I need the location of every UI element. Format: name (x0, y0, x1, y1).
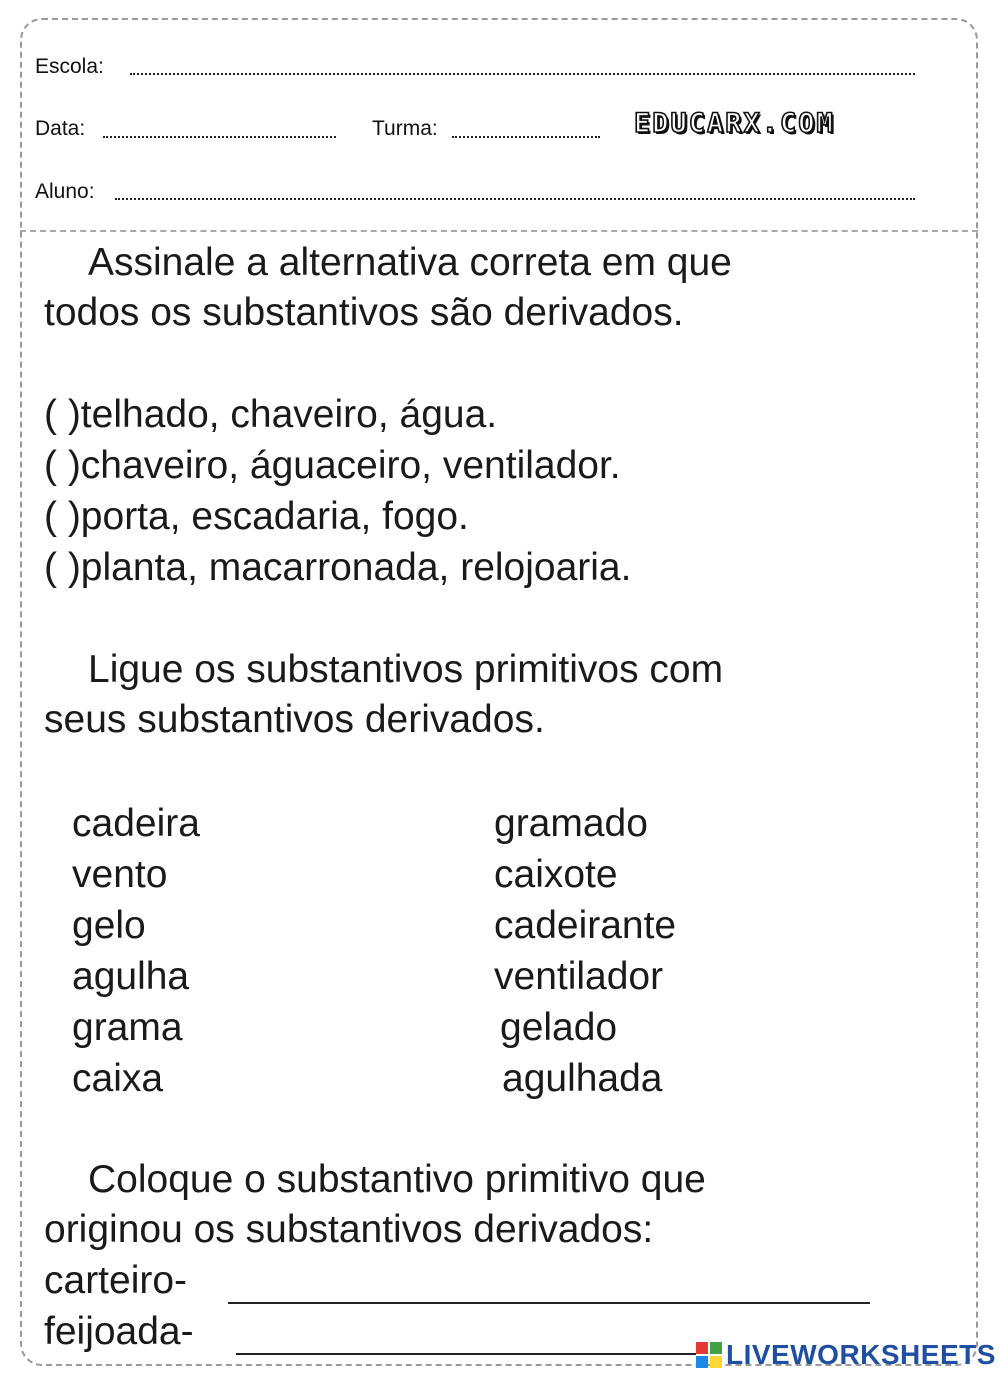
aluno-field[interactable] (115, 198, 915, 200)
primitive-word[interactable]: gelo (72, 904, 146, 947)
option-2[interactable]: ( )chaveiro, águaceiro, ventilador. (44, 444, 621, 487)
question1-line2: todos os substantivos são derivados. (44, 291, 684, 334)
aluno-label: Aluno: (35, 180, 95, 203)
option-1[interactable]: ( )telhado, chaveiro, água. (44, 393, 498, 436)
primitive-word[interactable]: vento (72, 853, 168, 896)
liveworksheets-logo-icon (696, 1342, 722, 1368)
escola-label: Escola: (35, 55, 104, 78)
data-label: Data: (35, 117, 86, 140)
derived-word[interactable]: gelado (500, 1006, 618, 1049)
carteiro-label: carteiro- (44, 1259, 188, 1302)
data-field[interactable] (103, 136, 336, 138)
derived-word[interactable]: agulhada (502, 1057, 663, 1100)
question3-line1: Coloque o substantivo primitivo que (88, 1158, 706, 1201)
question1-line1: Assinale a alternativa correta em que (88, 241, 732, 284)
liveworksheets-text: LIVEWORKSHEETS (726, 1339, 996, 1370)
primitive-word[interactable]: caixa (72, 1057, 164, 1100)
option-4[interactable]: ( )planta, macarronada, relojoaria. (44, 546, 632, 589)
carteiro-answer-line[interactable] (228, 1302, 870, 1304)
option-3[interactable]: ( )porta, escadaria, fogo. (44, 495, 469, 538)
derived-list (494, 798, 676, 1104)
feijoada-label: feijoada- (44, 1310, 194, 1353)
question3-line2: originou os substantivos derivados: (44, 1208, 654, 1251)
primitive-word[interactable]: cadeira (72, 802, 200, 845)
header-divider (20, 230, 978, 232)
escola-field[interactable] (130, 73, 915, 75)
primitive-list (72, 798, 200, 1104)
educarx-logo: EDUCARX.COM (634, 108, 835, 139)
derived-word[interactable]: gramado (494, 802, 648, 845)
derived-word[interactable]: cadeirante (494, 904, 677, 947)
liveworksheets-watermark (696, 1340, 996, 1370)
question2-line1: Ligue os substantivos primitivos com (88, 648, 724, 691)
question2-line2: seus substantivos derivados. (44, 698, 545, 741)
derived-word[interactable]: ventilador (494, 955, 664, 998)
feijoada-answer-line[interactable] (236, 1353, 696, 1355)
primitive-word[interactable]: grama (72, 1006, 183, 1049)
turma-field[interactable] (452, 136, 600, 138)
question1-options (44, 389, 631, 593)
primitive-word[interactable]: agulha (72, 955, 190, 998)
derived-word[interactable]: caixote (494, 853, 618, 896)
turma-label: Turma: (372, 117, 438, 140)
